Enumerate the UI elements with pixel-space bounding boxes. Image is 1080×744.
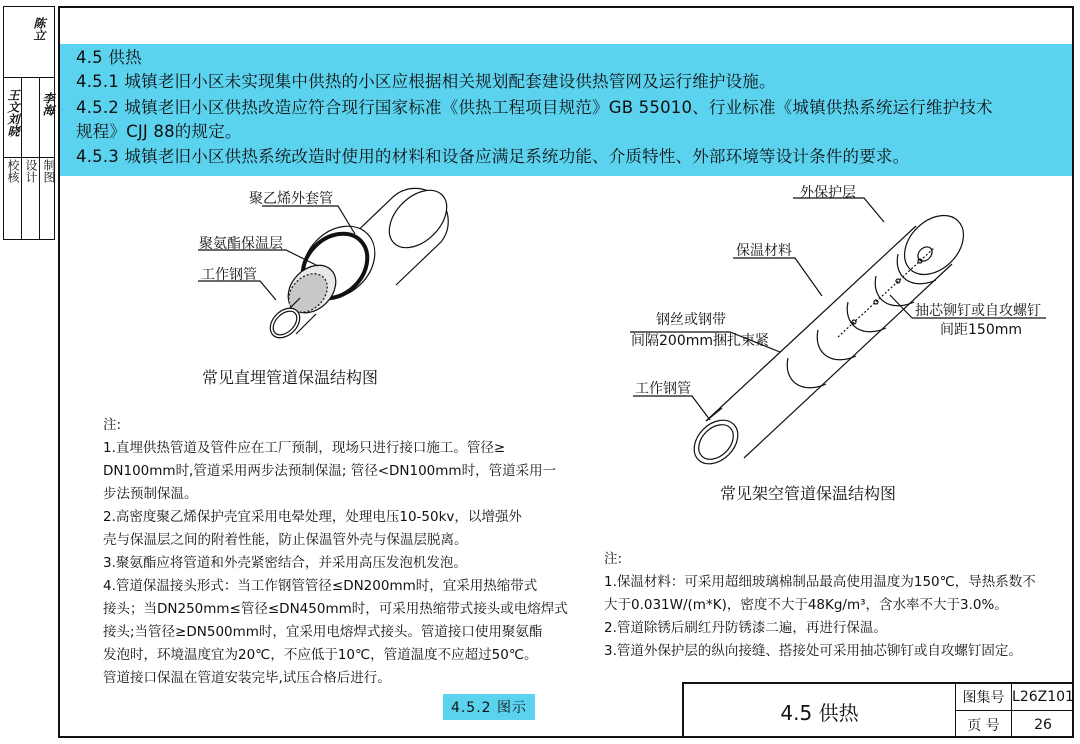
notes-title: 注: (103, 417, 122, 433)
note-line: 2.高密度聚乙烯保护壳宜采用电晕处理，处理电压10-50kv，以增强外 (103, 509, 522, 525)
note-line: 2.管道除锈后刷红丹防锈漆二遍，再进行保温。 (604, 620, 887, 636)
note-line: 接头；当DN250mm≤管径≤DN450mm时，可采用热缩带式接头或电熔焊式 (103, 601, 568, 617)
notes-overhead (604, 548, 1036, 663)
note-line: 发泡时，环境温度宜为20℃，不应低于10℃，管道温度不应超过50℃。 (103, 647, 538, 663)
signature-top: 陈立 (32, 17, 46, 41)
spec-clause-4-5-2: 4.5.2 城镇老旧小区供热改造应符合现行国家标准《供热工程项目规范》GB 55010、行业标准《城镇供热系统运行维护技术 (76, 98, 993, 117)
note-line: 管道接口保温在管道安装完毕,试压合格后进行。 (103, 670, 391, 686)
designer-label: 设计 (24, 159, 38, 183)
note-line: 1.直埋供热管道及管件应在工厂预制，现场只进行接口施工。管径≥ (103, 440, 506, 456)
spec-clause-4-5-1: 4.5.1 城镇老旧小区未实现集中供热的小区应根据相关规划配套建设供热管网及运行维护设施。 (76, 72, 776, 91)
signature-drafter: 李海 (41, 92, 55, 116)
note-line: 大于0.031W/(m*K)，密度不大于48Kg/m³，含水率不大于3.0%。 (604, 597, 1008, 613)
label-insulation-material: 保温材料 (736, 243, 792, 259)
note-line: 3.管道外保护层的纵向接缝、搭接处可采用抽芯铆钉或自攻螺钉固定。 (604, 643, 1022, 659)
note-line: 3.聚氨酯应将管道和外壳紧密结合，并采用高压发泡机发泡。 (103, 555, 467, 571)
label-rivet: 抽芯铆钉或自攻螺钉 (915, 303, 1041, 319)
drafter-label: 制图 (42, 159, 56, 183)
reviewer-label: 校核 (6, 159, 20, 183)
title-block-title: 4.5 供热 (684, 684, 956, 738)
note-line: 壳与保温层之间的附着性能，防止保温管外壳与保温层脱离。 (103, 532, 468, 548)
label-polyethylene-casing: 聚乙烯外套管 (249, 191, 333, 207)
note-line: 4.管道保温接头形式：当工作钢管管径≤DN200mm时，宜采用热缩带式 (103, 578, 538, 594)
notes-title: 注: (604, 551, 623, 567)
signature-reviewer: 王文刘晓 (6, 89, 20, 137)
page-number-label: 页 号 (956, 711, 1012, 738)
overhead-figure-caption: 常见架空管道保温结构图 (720, 484, 897, 503)
atlas-number-label: 图集号 (956, 684, 1012, 711)
label-outer-protection: 外保护层 (800, 185, 856, 201)
notes-buried (103, 414, 568, 690)
label-steel-wire: 钢丝或钢带 (656, 312, 726, 328)
page-number: 26 (1034, 716, 1052, 733)
title-block (682, 682, 1074, 738)
figure-reference-tag: 4.5.2 图示 (443, 694, 535, 720)
label-overhead-steel-pipe: 工作钢管 (635, 381, 691, 397)
spec-clause-4-5-3: 4.5.3 城镇老旧小区供热系统改造时使用的材料和设备应满足系统功能、介质特性、外部环境等设计条件的要求。 (76, 147, 910, 166)
note-line: 步法预制保温。 (103, 486, 198, 502)
note-line: 1.保温材料：可采用超细玻璃棉制品最高使用温度为150℃，导热系数不 (604, 574, 1036, 590)
label-buried-steel-pipe: 工作钢管 (201, 267, 257, 283)
label-rivet-spacing: 间距150mm (940, 322, 1022, 338)
spec-clause-4-5-2-cont: 规程》CJJ 88的规定。 (76, 122, 242, 141)
label-binding-interval: 间隔200mm捆扎束紧 (631, 333, 769, 349)
atlas-number: L26Z101 (1012, 684, 1074, 711)
note-line: DN100mm时,管道采用两步法预制保温; 管径<DN100mm时，管道采用一 (103, 463, 557, 479)
label-polyurethane-insulation: 聚氨酯保温层 (199, 236, 283, 252)
buried-figure-caption: 常见直埋管道保温结构图 (202, 368, 379, 387)
note-line: 接头;当管径≥DN500mm时，宜采用电熔焊式接头。管道接口使用聚氨酯 (103, 624, 543, 640)
section-heading: 4.5 供热 (76, 48, 142, 67)
